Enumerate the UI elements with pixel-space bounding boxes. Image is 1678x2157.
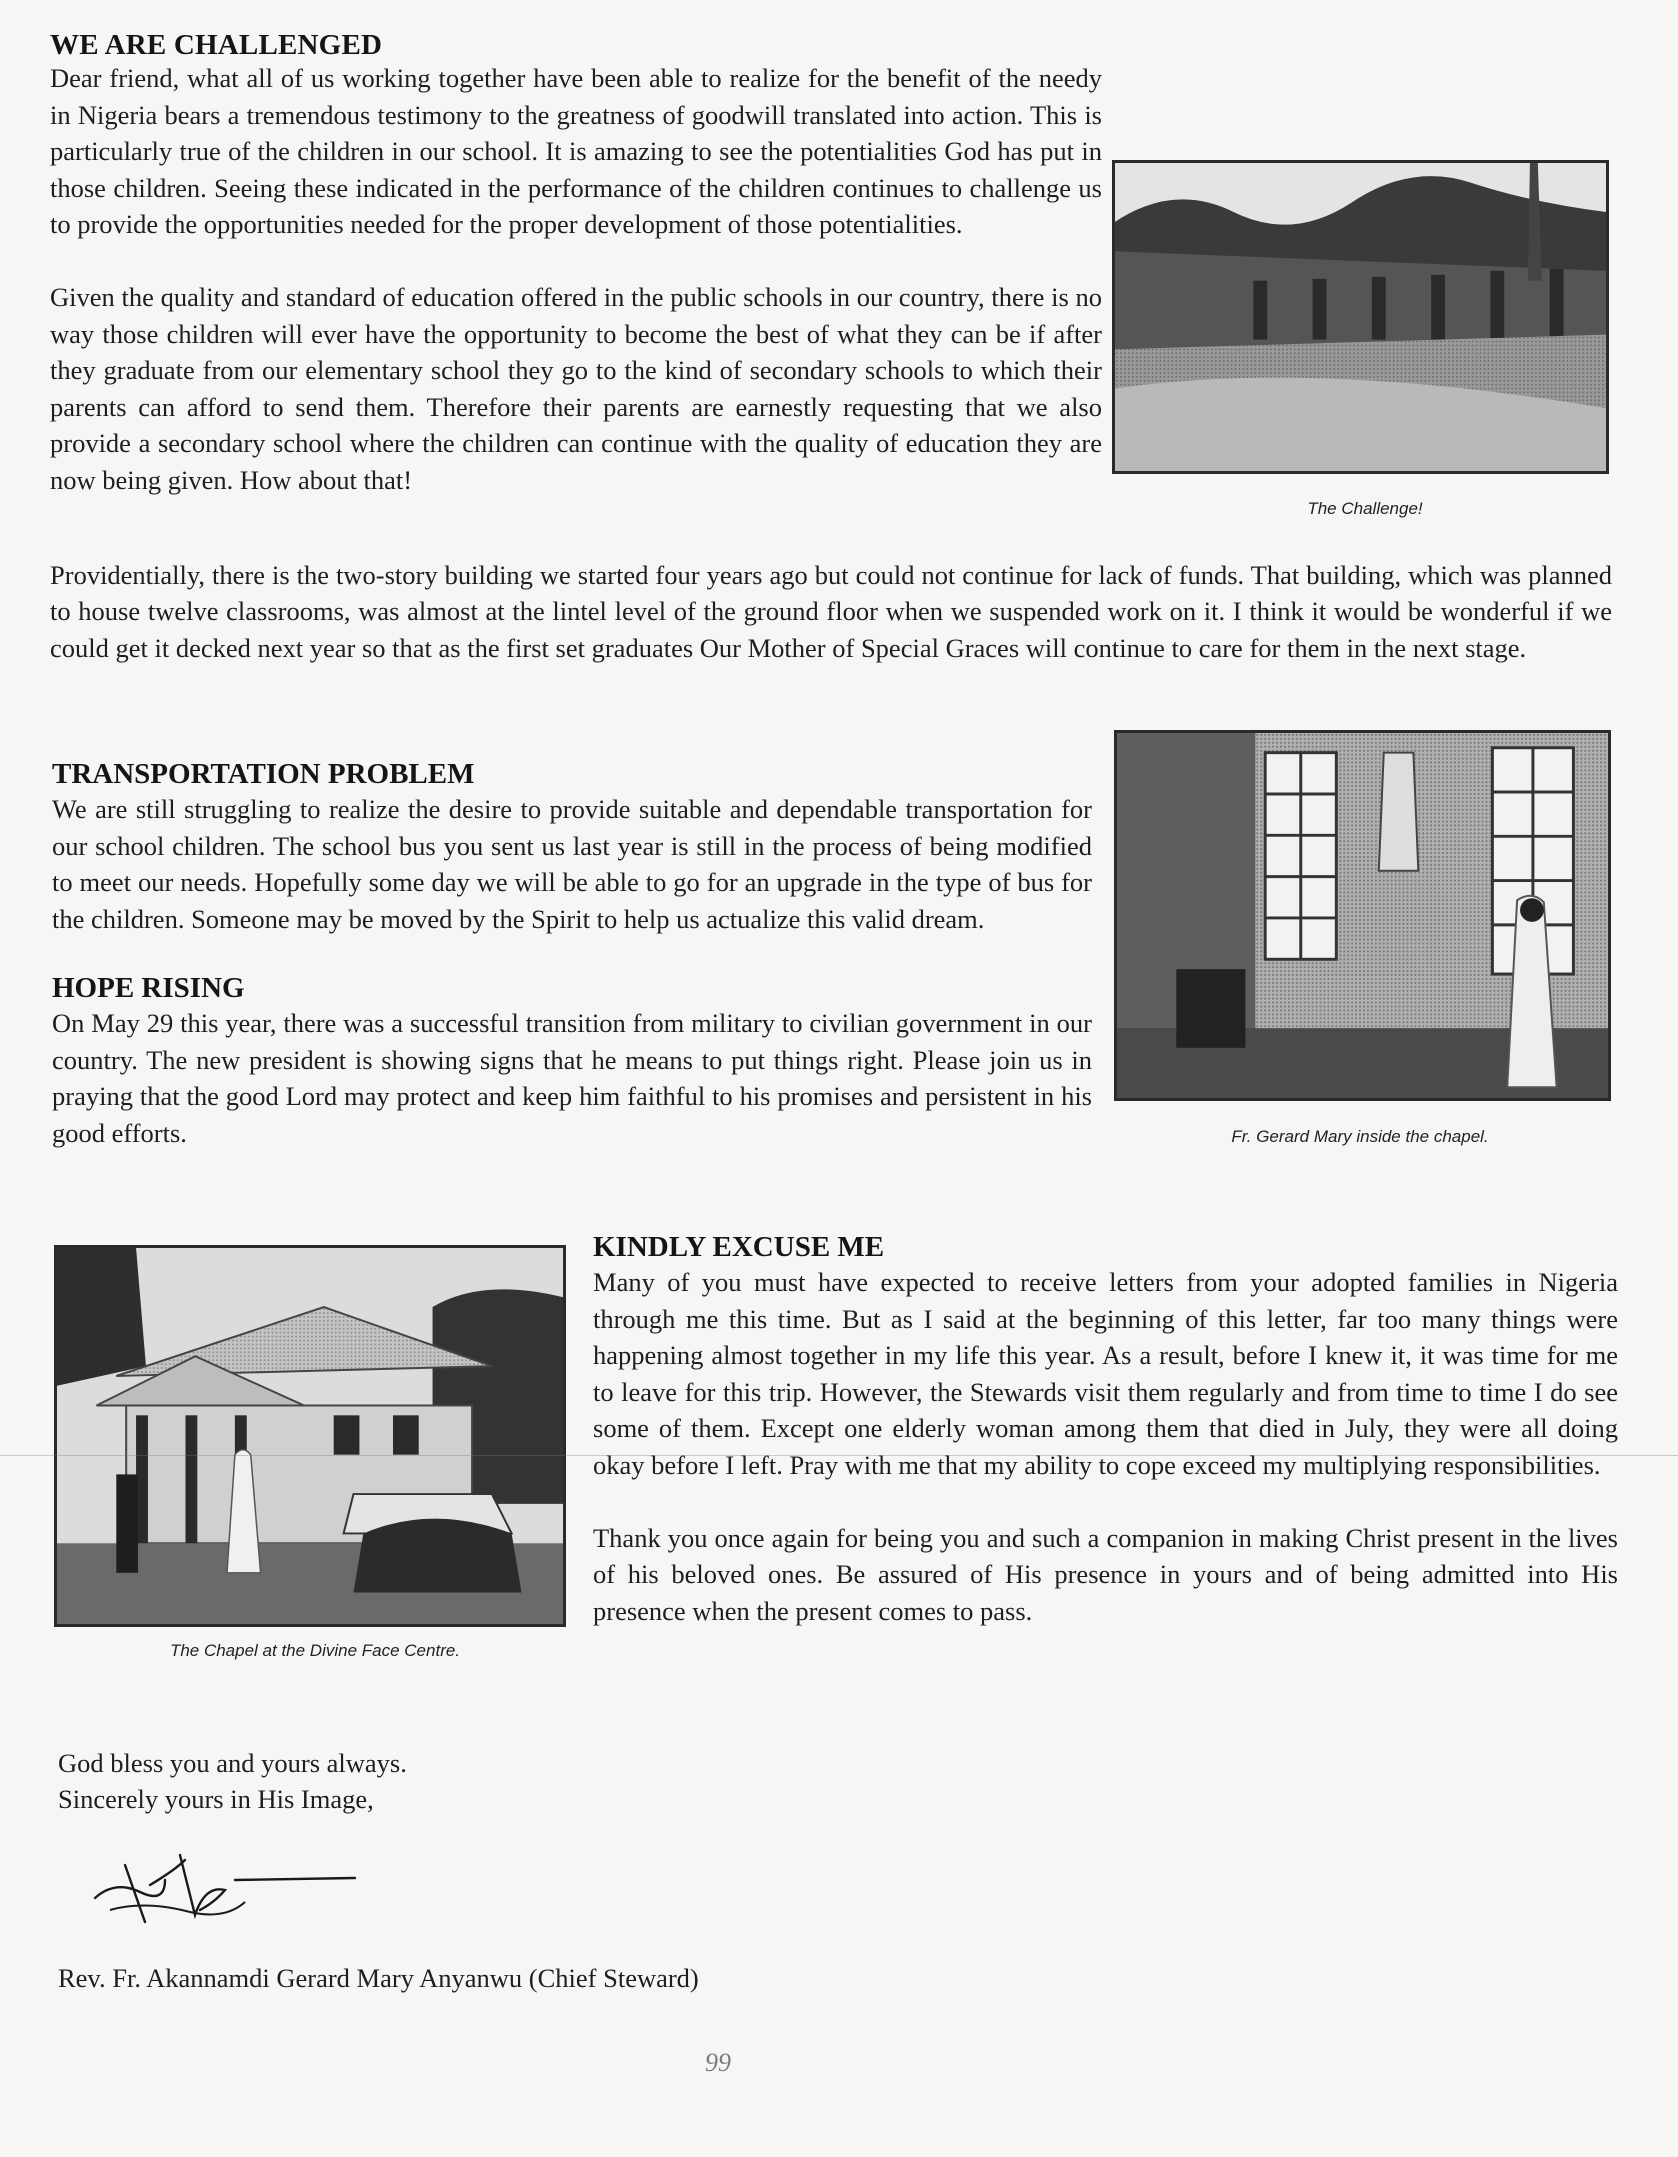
challenged-flow (50, 60, 1612, 666)
caption-chapel: The Chapel at the Divine Face Centre. (169, 1641, 461, 1660)
heading-we-are-challenged: WE ARE CHALLENGED (50, 29, 383, 61)
paragraph-challenged-3: Providentially, there is the two-story building we started four years ago but could not continue for lack of funds. That building, which was planned to house twelve classrooms, was almost at the lintel level of the ground floor when we suspended work on it. I think it would be wonderful if we could get it decked next year so that as the first set graduates Our Mother of Special Graces will continue to care for them in the next stage. (50, 559, 1612, 663)
paragraph-hope-rising: On May 29 this year, there was a successful transition from military to civilian government in our country. The new president is showing signs that he means to put things right. Please join us in praying that the good Lord may protect and keep him faithful to his promises and persistent in his good efforts. (52, 1008, 1092, 1148)
signer-name: Rev. Fr. Akannamdi Gerard Mary Anyanwu (Chief Steward) (58, 1963, 699, 1993)
photo-spacer-challenge (1102, 60, 1612, 520)
caption-inside-chapel: Fr. Gerard Mary inside the chapel. (1231, 1127, 1489, 1146)
closing-salutation: Sincerely yours in His Image, (58, 1784, 374, 1814)
transport-hope-flow (52, 757, 1092, 1151)
paragraph-challenged-1: Dear friend, what all of us working together have been able to realize for the benefit of the needy in Nigeria bears a tremendous testimony to the greatness of goodwill translated into action. This is particularly true of the children in our school. It is amazing to see the potentialities God has put in those children. Seeing these indicated in the performance of the children continues to challenge us to provide the opportunities needed for the proper development of those potentialities. (50, 63, 1102, 239)
closing-blessing: God bless you and yours always. (58, 1748, 407, 1778)
paragraph-transportation: We are still struggling to realize the desire to provide suitable and dependable transportation for our school children. The school bus you sent us last year is still in the process of being modified to meet our needs. Hopefully some day we will be able to go for an upgrade in the type of bus for the children. Someone may be moved by the Spirit to help us actualize this valid dream. (52, 794, 1092, 934)
heading-hope-rising: HOPE RISING (52, 972, 245, 1004)
paragraph-excuse-1: Many of you must have expected to receive letters from your adopted families in Nigeria through me this time. But as I said at the beginning of this letter, far too many things were happening almost together in my life this year. As a result, before I knew it, it was time for me to leave for this trip. However, the Stewards visit them regularly and from time to time I do see some of them. Except one elderly woman among them that died in July, they were all doing okay before I left. Pray with me that my ability to cope exceed my multiplying responsibilities. (593, 1267, 1618, 1480)
handwritten-signature (85, 1840, 365, 1930)
heading-kindly-excuse-me: KINDLY EXCUSE ME (593, 1231, 885, 1263)
photo-chapel-image (57, 1248, 563, 1624)
heading-transportation-problem: TRANSPORTATION PROBLEM (52, 758, 475, 790)
page-number: 99 (705, 2048, 731, 2077)
photo-inside-chapel-image (1117, 733, 1608, 1098)
excuse-flow (593, 1230, 1618, 1629)
photo-inside-chapel (1114, 730, 1611, 1101)
paragraph-challenged-2: Given the quality and standard of education offered in the public schools in our country, there is no way those children will ever have the opportunity to become the best of what they can be if after they graduate from our elementary school they go to the kind of secondary schools to which their parents can afford to send them. Therefore their parents are earnestly requesting that we also provide a secondary school where the children can continue with the quality of education they are now being given. How about that! (50, 282, 1102, 495)
caption-the-challenge: The Challenge! (1307, 499, 1423, 518)
photo-chapel (54, 1245, 566, 1627)
paragraph-excuse-2: Thank you once again for being you and such a companion in making Christ present in the lives of his beloved ones. Be assured of His presence in yours and of being admitted into His presence when the present comes to pass. (593, 1522, 1618, 1626)
